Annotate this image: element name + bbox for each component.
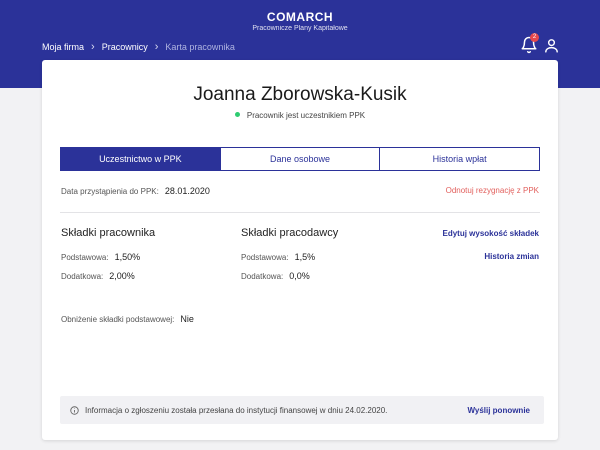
- basic-reduction: [61, 314, 194, 324]
- info-banner: [60, 396, 544, 424]
- brand-subtitle: Pracownicze Plany Kapitałowe: [252, 25, 348, 32]
- breadcrumb-employees[interactable]: Pracownicy: [101, 42, 148, 52]
- user-icon[interactable]: [543, 37, 560, 54]
- employer-basic-label: Podstawowa:: [241, 253, 289, 262]
- employee-extra-contribution: [61, 271, 135, 281]
- tab-personal-data[interactable]: Dane osobowe: [220, 147, 381, 171]
- employee-basic-label: Podstawowa:: [61, 253, 109, 262]
- employer-contributions-title: Składki pracodawcy: [241, 227, 339, 239]
- join-date-label: Data przystąpienia do PPK:: [61, 187, 159, 196]
- brand-logo: COMARCH: [266, 10, 334, 24]
- employer-extra-contribution: [241, 271, 310, 281]
- employee-extra-label: Dodatkowa:: [61, 272, 104, 281]
- edit-contributions-link[interactable]: Edytuj wysokość składek: [442, 229, 539, 238]
- breadcrumb: [42, 42, 235, 52]
- brand: [0, 10, 600, 32]
- breadcrumb-company[interactable]: Moja firma: [42, 42, 85, 52]
- employee-status: [42, 111, 558, 120]
- notification-badge: 2: [530, 33, 539, 42]
- employee-extra-value: 2,00%: [109, 271, 135, 281]
- employee-basic-value: 1,50%: [114, 252, 141, 262]
- tab-payment-history[interactable]: Historia wpłat: [379, 147, 540, 171]
- employer-basic-contribution: [241, 252, 315, 262]
- employee-contributions-title: Składki pracownika: [61, 227, 156, 239]
- reduction-value: Nie: [180, 314, 194, 324]
- employee-card: [42, 60, 558, 440]
- reduction-label: Obniżenie składki podstawowej:: [61, 315, 175, 324]
- info-icon: [70, 406, 79, 415]
- change-history-link[interactable]: Historia zmian: [484, 252, 539, 261]
- info-text: Informacja o zgłoszeniu została przesłana do instytucji finansowej w dniu 24.02.2020.: [85, 405, 388, 415]
- chevron-right-icon: ›: [91, 40, 95, 53]
- chevron-right-icon: ›: [154, 40, 159, 53]
- status-text: Pracownik jest uczestnikiem PPK: [246, 111, 366, 120]
- employee-name: Joanna Zborowska-Kusik: [193, 84, 407, 105]
- employer-extra-value: 0,0%: [289, 271, 310, 281]
- resend-link[interactable]: Wyślij ponownie: [467, 406, 530, 415]
- breadcrumb-current: Karta pracownika: [165, 42, 235, 52]
- join-date-value: 28.01.2020: [164, 186, 210, 196]
- tabs: [60, 147, 540, 171]
- employee-basic-contribution: [61, 252, 140, 262]
- tab-participation[interactable]: Uczestnictwo w PPK: [60, 147, 221, 171]
- join-date: [61, 186, 210, 196]
- revoke-ppk-link[interactable]: Odnotuj rezygnację z PPK: [445, 186, 539, 195]
- employer-basic-value: 1,5%: [294, 252, 316, 262]
- employer-extra-label: Dodatkowa:: [241, 272, 284, 281]
- status-dot-icon: [235, 112, 240, 117]
- divider: [60, 212, 540, 213]
